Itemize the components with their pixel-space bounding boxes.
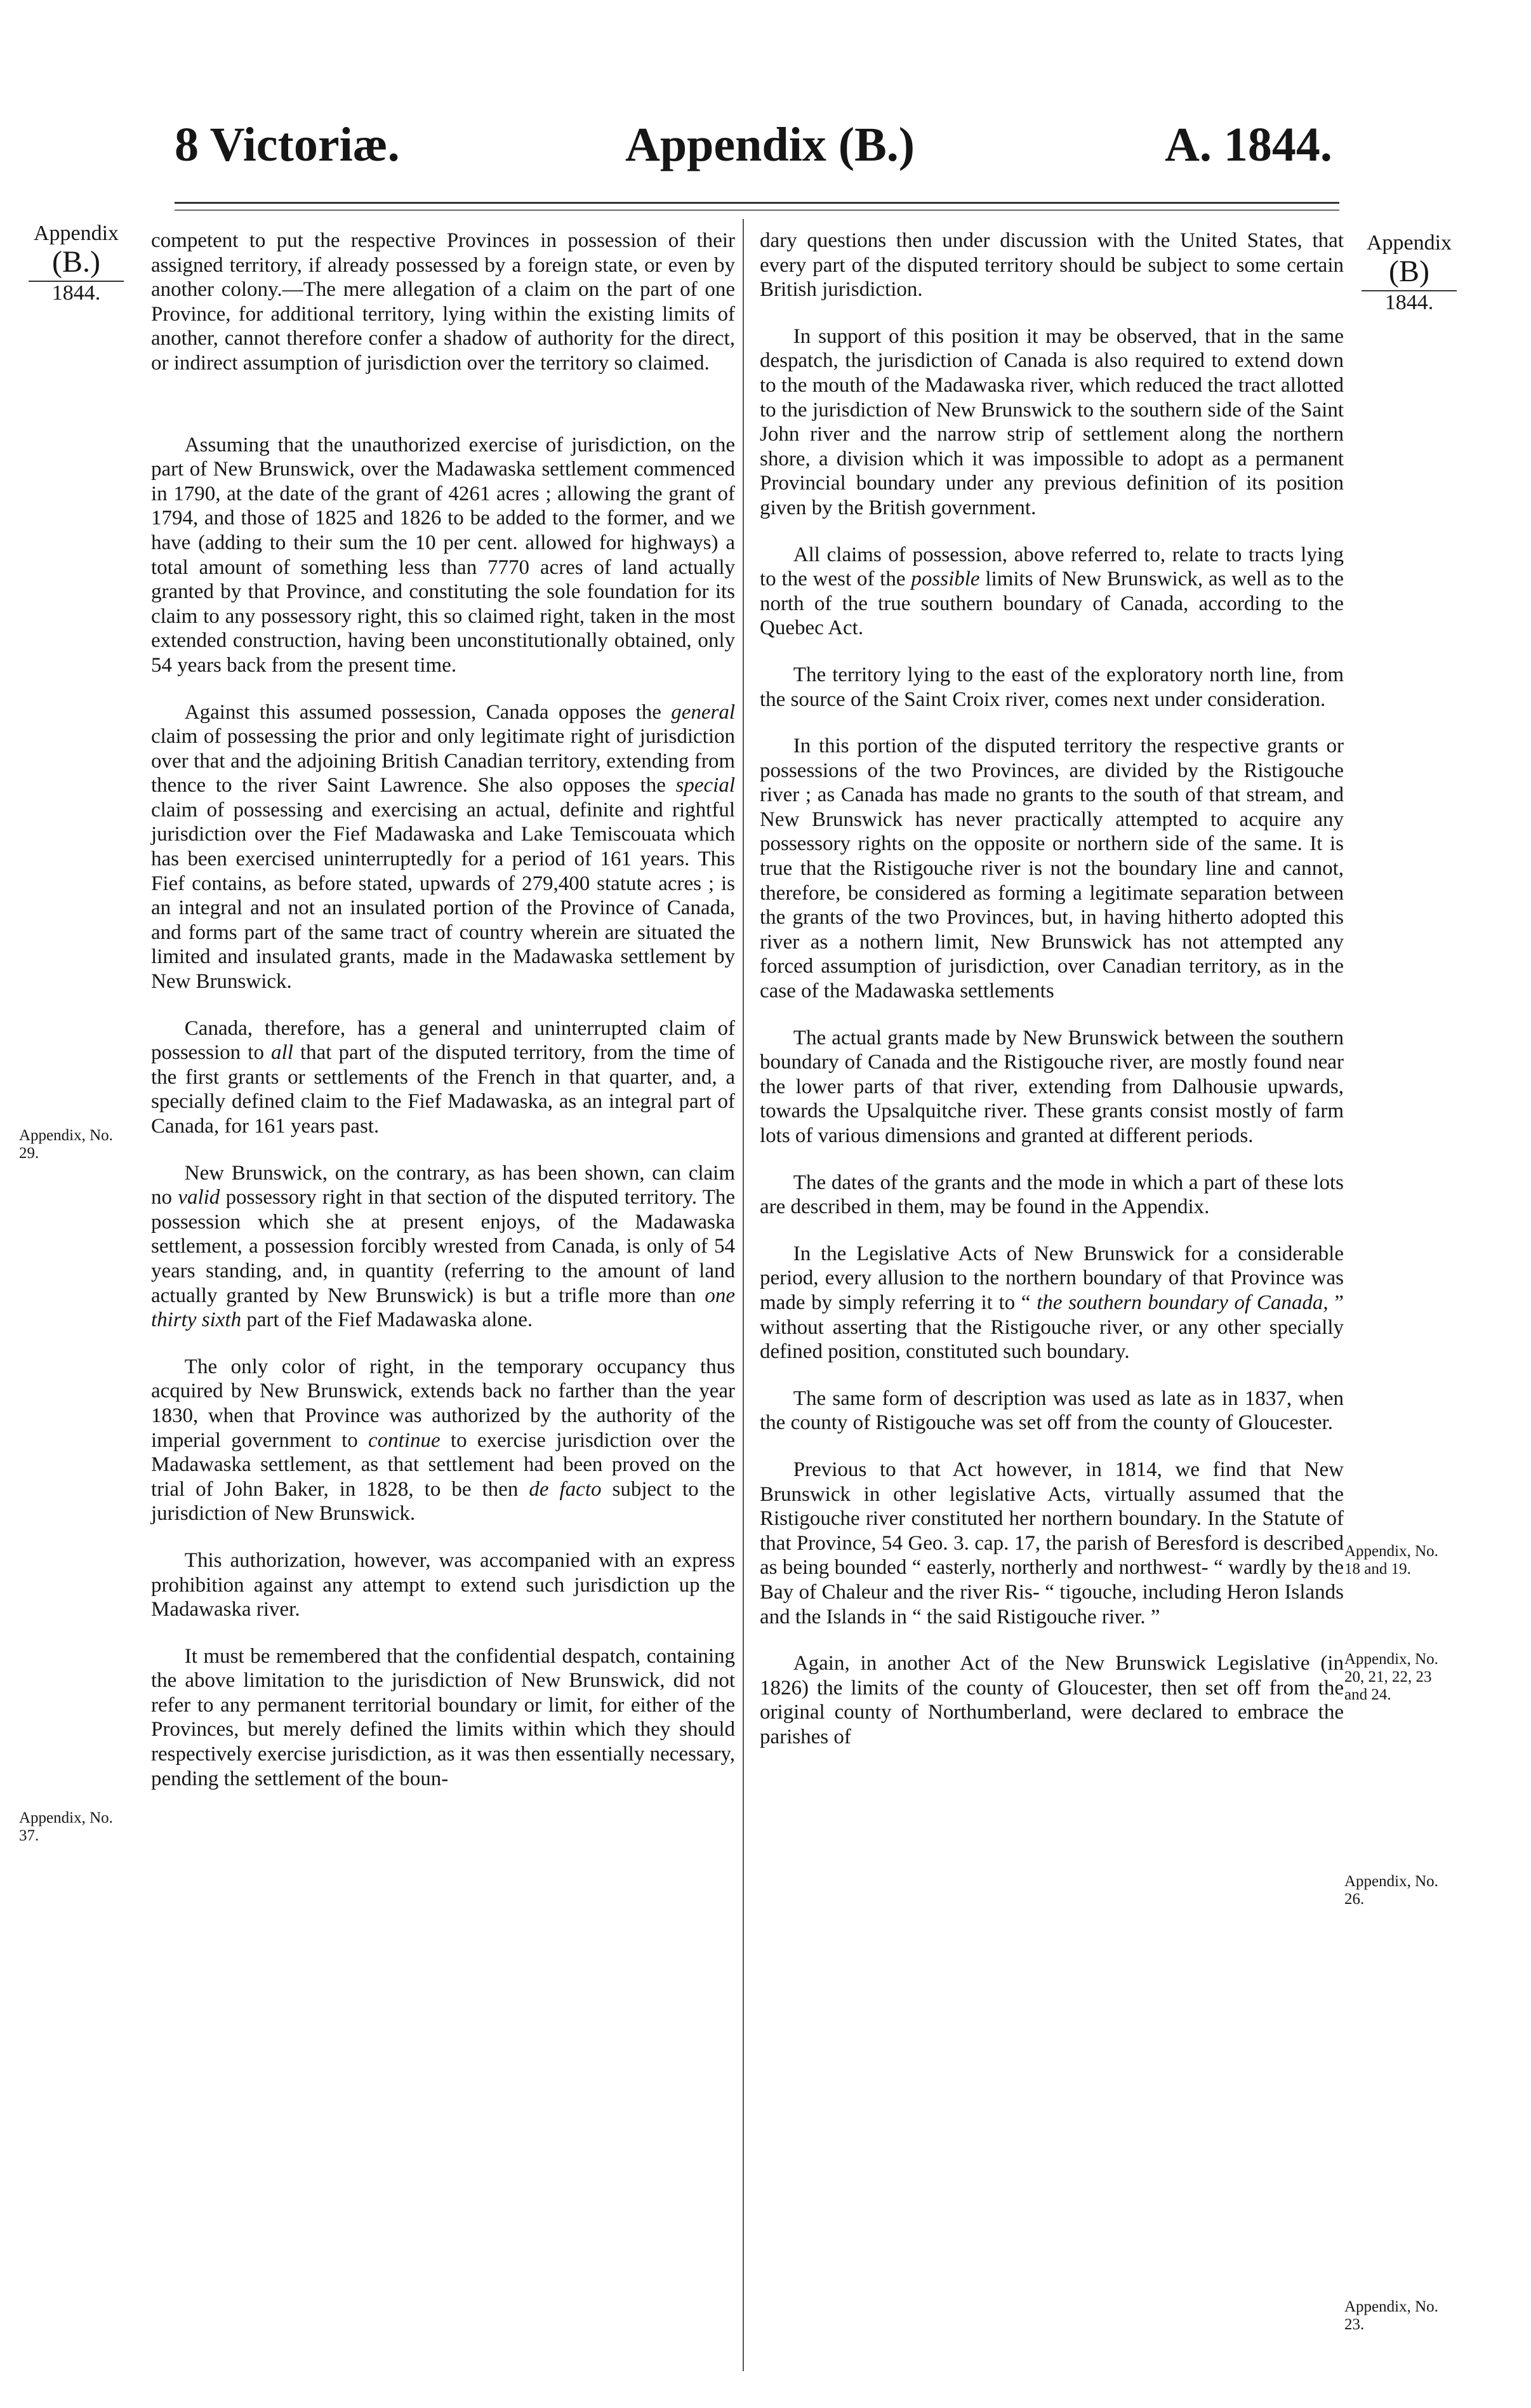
paragraph: [151, 1355, 735, 1526]
margin-note-line: 37.: [19, 1827, 39, 1844]
emphasis: de facto: [529, 1477, 602, 1501]
paragraph: [151, 1016, 735, 1139]
paragraph: competent to put the respective Provinces in possession of their assigned territory, if already possessed by a foreign state, or even by another colony.—The mere allegation of a claim on the part of one Province, for additional territory, lying within the existing limits of another, cannot therefore confer a shadow of authority for the direct, or indirect assumption of jurisdiction over the territory so claimed.: [151, 229, 735, 375]
text-run: limits of New Brunswick, as well as to the north of the true southern boundary of Canada, according to the Quebec Act.: [760, 568, 1344, 640]
margin-appendix-letter: (B.): [52, 245, 100, 279]
text-run: subject to the jurisdiction of New Brunswick.: [151, 1477, 735, 1526]
emphasis: general: [671, 700, 735, 724]
header-rule: [175, 202, 1339, 204]
margin-note-appendix-18-19: [1344, 1543, 1438, 1578]
text-run: to exercise jurisdiction over the Madawaska settlement, as that settlement had been proved on the trial of John Baker, in 1828, to be then: [151, 1428, 735, 1501]
text-run: New Brunswick, on the contrary, as has been shown, can claim no: [151, 1161, 735, 1209]
margin-appendix-letter: (B): [1389, 255, 1429, 288]
margin-note-line: 29.: [19, 1145, 39, 1162]
margin-note-line: Appendix, No.: [1344, 2298, 1438, 2315]
margin-note-line: 20, 21, 22, 23: [1344, 1668, 1432, 1686]
paragraph: dary questions then under discussion with the United States, that every part of the disputed territory should be subject to some certain British jurisdiction.: [760, 229, 1344, 302]
margin-appendix-label: Appendix: [33, 222, 119, 245]
margin-note-line: Appendix, No.: [1344, 1873, 1438, 1890]
emphasis: valid: [178, 1186, 220, 1209]
emphasis: continue: [368, 1428, 441, 1452]
paragraph: Previous to that Act however, in 1814, we find that New Brunswick in other legislative Acts, virtually assumed that the Ristigouche river constituted her northern boundary. In the Statute of that Province, 54 Geo. 3. cap. 17, the parish of Beresford is described as being bounded “ easterly, northerly and northwest- “ wardly by the Bay of Chaleur and the river Ris- “ tigouche, including Heron Islands and the Islands in “ the said Ristigouche river. ”: [760, 1458, 1344, 1628]
paragraph: Assuming that the unauthorized exercise of jurisdiction, on the part of New Brunswick, over the Madawaska settlement commenced in 1790, at the date of the grant of 4261 acres ; allowing the grant of 1794, and those of 1825 and 1826 to be added to the former, and we have (adding to their sum the 10 per cent. allowed for highways) a total amount of something less than 7770 acres of land actually granted by that Province, and constituting the sole foundation for its claim to any possessory right, this so claimed right, taken in the most extended construction, having been unconstitutionally obtained, only 54 years back from the present time.: [151, 433, 735, 677]
paragraph: [760, 1242, 1344, 1364]
paragraph: [151, 1161, 735, 1333]
paragraph: The dates of the grants and the mode in which a part of these lots are described in them, may be found in the Appendix.: [760, 1171, 1344, 1219]
text-run: ” without asserting that the Ristigouche river, or any other specially defined position, constituted such boundary.: [760, 1291, 1344, 1364]
emphasis: one thirty sixth: [151, 1284, 735, 1332]
paragraph: The actual grants made by New Brunswick between the southern boundary of Canada and the Ristigouche river, are mostly found near the lower parts of that river, extending from Dalhousie upwards, towards the Upsalquitche river. These grants consist mostly of farm lots of various dimensions and granted at different periods.: [760, 1026, 1344, 1147]
header-year: A. 1844.: [1165, 118, 1332, 171]
paragraph: It must be remembered that the confidential despatch, containing the above limitation to the jurisdiction of New Brunswick, did not refer to any permanent territorial boundary or limit, for either of the Provinces, but merely defined the limits within which they should respectively exercise jurisdiction, as it was then essentially necessary, pending the settlement of the boun-: [151, 1644, 735, 1790]
margin-note-appendix-20-24: [1344, 1651, 1438, 1704]
text-run: Against this assumed possession, Canada opposes the: [184, 700, 672, 724]
margin-note-line: Appendix, No.: [1344, 1651, 1438, 1668]
emphasis: special: [675, 774, 735, 797]
emphasis: the southern boundary of Canada,: [1037, 1291, 1329, 1314]
margin-note-appendix-23: [1344, 2298, 1438, 2334]
margin-note-line: 23.: [1344, 2316, 1365, 2333]
margin-appendix-year: 1844.: [1384, 291, 1434, 314]
text-run: that part of the disputed territory, from the time of the first grants or settlements of the French in that quarter, and, a specially defined claim to the Fief Madawaska, as an integral part of Canada, for 161 years past.: [151, 1041, 735, 1138]
margin-note-line: Appendix, No.: [19, 1127, 113, 1144]
margin-appendix-year: 1844.: [51, 281, 101, 305]
text-run: All claims of possession, above referred to, relate to tracts lying to the west of the: [760, 543, 1344, 591]
column-divider: [743, 219, 744, 2371]
left-column: [151, 229, 735, 1791]
header-appendix-title: Appendix (B.): [625, 118, 915, 171]
margin-appendix-left: [19, 222, 133, 305]
text-run: part of the Fief Madawaska alone.: [241, 1308, 533, 1332]
paragraph: Again, in another Act of the New Brunswick Legislative (in 1826) the limits of the county of Gloucester, then set off from the original county of Northumberland, were declared to embrace the parishes of: [760, 1652, 1344, 1748]
margin-note-line: and 24.: [1344, 1686, 1391, 1703]
text-run: Canada, therefore, has a general and uninterrupted claim of possession to: [151, 1016, 735, 1065]
margin-note-line: 18 and 19.: [1344, 1560, 1411, 1578]
margin-note-appendix-26: [1344, 1873, 1438, 1908]
text-run: claim of possessing and exercising an actual, definite and rightful jurisdiction over the Fief Madawaska and Lake Temiscouata which has been exercised uninterruptedly for a period of 161 years. This Fief contains, as before stated, upwards of 279,400 statute acres ; is an integral and not an insulated portion of the Province of Canada, and forms part of the same tract of country wherein are situated the limited and insulated grants, made in the Madawaska settlement by New Brunswick.: [151, 798, 735, 994]
emphasis: all: [271, 1041, 293, 1065]
paragraph: [151, 700, 735, 994]
paragraph: This authorization, however, was accompanied with an express prohibition against any attempt to extend such jurisdiction up the Madawaska river.: [151, 1548, 735, 1621]
header-session: 8 Victoriæ.: [175, 118, 400, 171]
margin-note-line: Appendix, No.: [19, 1809, 113, 1826]
text-run: The only color of right, in the temporary occupancy thus acquired by New Brunswick, extends back no farther than the year 1830, when that Province was authorized by the authority of the imperial government to: [151, 1355, 735, 1452]
paragraph: [760, 543, 1344, 641]
paragraph: The territory lying to the east of the exploratory north line, from the source of the Saint Croix river, comes next under consideration.: [760, 663, 1344, 711]
right-column: [760, 229, 1344, 1749]
paragraph: In support of this position it may be observed, that in the same despatch, the jurisdiction of Canada is also required to extend down to the mouth of the Madawaska river, which reduced the tract allotted to the jurisdiction of New Brunswick to the southern side of the Saint John river and the narrow strip of settlement along the northern shore, a division which it was impossible to adopt as a permanent Provincial boundary under any previous definition of its position given by the British government.: [760, 324, 1344, 519]
paragraph: In this portion of the disputed territory the respective grants or possessions of the two Provinces, are divided by the Ristigouche river ; as Canada has made no grants to the south of that stream, and New Brunswick has never practically attempted to acquire any possessory rights on the opposite or northern side of the same. It is true that the Ristigouche river is not the boundary line and cannot, therefore, be considered as forming a legitimate separation between the grants of the two Provinces, but, in having hitherto adopted this river as a nothern limit, New Brunswick has not attempted any forced assumption of jurisdiction, over Canadian territory, as in the case of the Madawaska settlements: [760, 735, 1344, 1003]
margin-note-line: Appendix, No.: [1344, 1543, 1438, 1560]
margin-note-line: 26.: [1344, 1891, 1365, 1908]
text-run: possessory right in that section of the disputed territory. The possession which she at present enjoys, of the Madawaska settlement, a possession forcibly wrested from Canada, is only of 54 years standing, and, in quantity (referring to the amount of land actually granted by New Brunswick) is but a trifle more than: [151, 1186, 736, 1307]
margin-appendix-right: [1352, 232, 1466, 314]
paragraph: The same form of description was used as late as in 1837, when the county of Ristigouche was set off from the county of Gloucester.: [760, 1387, 1344, 1435]
margin-note-appendix-29: [19, 1127, 113, 1162]
emphasis: possible: [911, 568, 980, 591]
margin-appendix-label: Appendix: [1366, 231, 1452, 255]
margin-note-appendix-37: [19, 1809, 113, 1845]
text-run: claim of possessing the prior and only legitimate right of jurisdiction over that and the adjoining British Canadian territory, extending from thence to the river Saint Lawrence. She also opposes the: [151, 725, 735, 797]
header-rule-secondary: [175, 210, 1339, 211]
text-run: In the Legislative Acts of New Brunswick for a considerable period, every allusion to the northern boundary of that Province was made by simply referring it to “: [760, 1242, 1344, 1314]
